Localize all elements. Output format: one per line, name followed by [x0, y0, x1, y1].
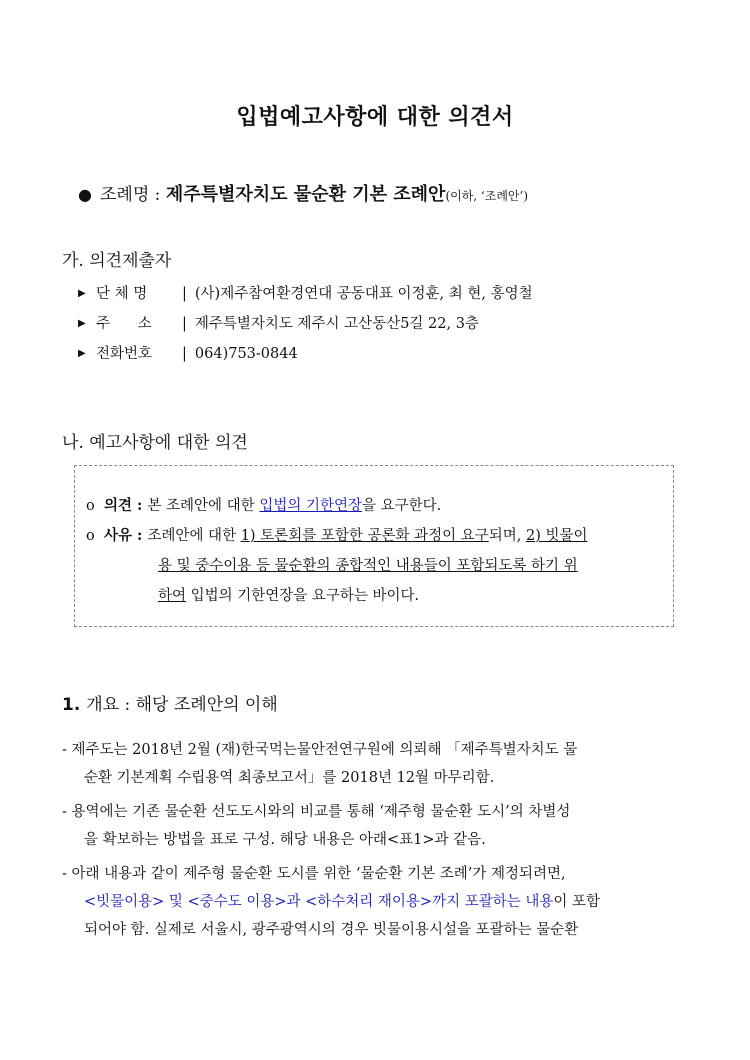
reason-mid: 되며, [488, 528, 526, 544]
reason-marker: o [86, 528, 95, 544]
reason-pre: 조례안에 대한 [147, 528, 241, 544]
info-value: 제주특별자치도 제주시 고산동산5길 22, 3층 [194, 316, 479, 332]
ordinance-note: (이하, ‘조례안’) [445, 189, 529, 203]
reason-line-3-rest: 입법의 기한연장을 요구하는 바이다. [186, 588, 420, 604]
opinion-highlight: 입법의 기한연장 [259, 498, 362, 514]
reason-line-1 [86, 524, 587, 545]
info-label: 전화번호 [96, 346, 153, 362]
reason-point-1: 1) 토론회를 포함한 공론화 과정이 요구 [240, 528, 489, 544]
triangle-bullet-icon: ▶ [78, 348, 86, 359]
triangle-bullet-icon: ▶ [78, 288, 86, 299]
ordinance-line [78, 180, 528, 206]
reason-line-3-underlined: 하여 [158, 588, 187, 604]
opinion-pre: 본 조례안에 대한 [147, 498, 260, 514]
section-1-heading [62, 690, 278, 715]
section-a-heading: 가. 의견제출자 [62, 251, 172, 271]
info-value: 064)753-0844 [194, 346, 298, 362]
reason-label: 사유 : [103, 527, 148, 544]
ordinance-name: 제주특별자치도 물순환 기본 조례안 [165, 184, 446, 205]
bullet-icon: ● [78, 185, 92, 204]
opinion-label: 의견 : [103, 497, 148, 514]
section-b-heading: 나. 예고사항에 대한 의견 [62, 433, 248, 453]
info-separator: | [182, 316, 187, 332]
paragraph-2-line-2: 을 확보하는 방법을 표로 구성. 해당 내용은 아래<표1>과 같음. [84, 832, 486, 848]
reason-point-2: 2) 빗물이 [525, 528, 588, 544]
info-label: 단 체 명 [96, 286, 148, 302]
paragraph-3-line-2-rest: 이 포함 [553, 894, 600, 910]
document-title: 입법예고사항에 대한 의견서 [236, 105, 514, 130]
opinion-marker: o [86, 498, 95, 514]
paragraph-2-line-1: - 용역에는 기존 물순환 선도도시와의 비교를 통해 ‘제주형 물순환 도시’의 차별성 [62, 804, 571, 820]
info-row-phone [78, 342, 298, 363]
opinion-line [86, 494, 441, 515]
section-1-number: 1. [62, 695, 87, 715]
info-separator: | [182, 346, 187, 362]
section-1-title: 개요 : 해당 조례안의 이해 [86, 695, 278, 715]
triangle-bullet-icon: ▶ [78, 318, 86, 329]
reason-line-3 [158, 584, 419, 605]
paragraph-3-highlight: <빗물이용> 및 <중수도 이용>과 <하수처리 재이용>까지 포괄하는 내용 [84, 894, 554, 910]
reason-line-2: 용 및 중수이용 등 물순환의 종합적인 내용들이 포함되도록 하기 위 [158, 558, 578, 574]
paragraph-1-line-1: - 제주도는 2018년 2월 (재)한국먹는물안전연구원에 의뢰해 「제주특별자치도 물 [62, 742, 578, 758]
info-value: (사)제주참여환경연대 공동대표 이정훈, 최 현, 홍영철 [194, 286, 533, 302]
info-separator: | [182, 286, 187, 302]
paragraph-3-line-3: 되어야 함. 실제로 서울시, 광주광역시의 경우 빗물이용시설을 포괄하는 물순환 [84, 922, 579, 938]
opinion-post: 을 요구한다. [361, 498, 442, 514]
paragraph-3-line-2 [84, 890, 600, 911]
info-row-address [78, 312, 479, 333]
info-row-org [78, 282, 533, 303]
paragraph-1-line-2: 순환 기본계획 수립용역 최종보고서」를 2018년 12월 마무리함. [84, 770, 495, 786]
info-label: 주 소 [96, 316, 152, 332]
ordinance-label: 조례명 : [100, 185, 166, 205]
paragraph-3-line-1: - 아래 내용과 같이 제주형 물순환 도시를 위한 ‘물순환 기본 조례’가 제정되려면, [62, 866, 566, 882]
